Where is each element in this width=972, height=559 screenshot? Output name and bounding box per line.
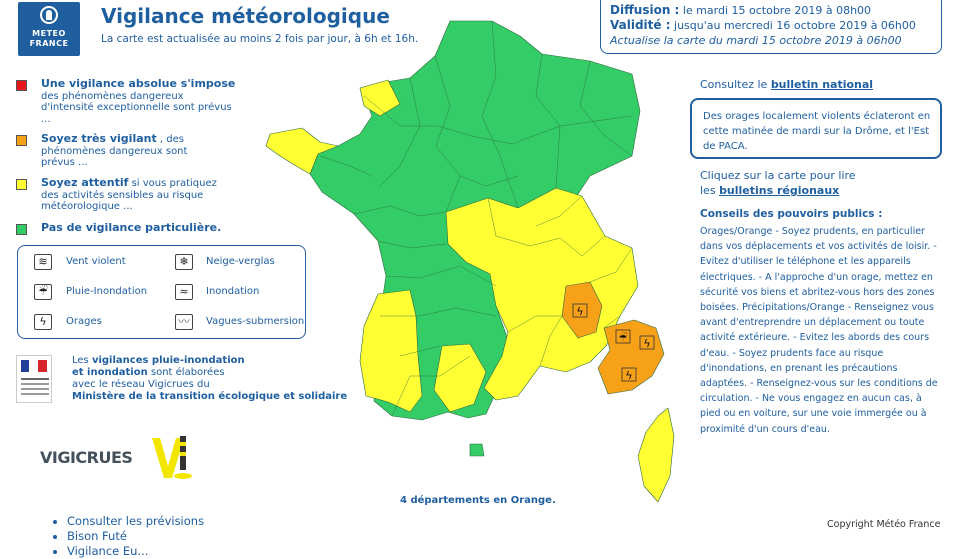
legend-swatch-green <box>16 224 27 235</box>
map-zone-yellow-southwest <box>360 290 422 412</box>
label-inondation: Inondation <box>206 286 260 297</box>
vigi-line3: avec le réseau Vigicrues du <box>72 379 210 390</box>
page-title: Vigilance météorologique <box>101 4 390 28</box>
svg-text:ϟ: ϟ <box>643 337 651 350</box>
flood-icon: ≈ <box>175 284 193 300</box>
vigi-line1-pre: Les <box>72 355 92 366</box>
legend-title-yellow: Soyez attentif <box>41 176 129 189</box>
vigi-line1-bold: vigilances pluie-inondation <box>91 355 245 366</box>
bulletins-regionaux-link[interactable]: bulletins régionaux <box>719 184 840 197</box>
vigilance-map[interactable] <box>260 16 720 506</box>
page-subtitle: La carte est actualisée au moins 2 fois par jour, à 6h et 16h. <box>101 33 419 45</box>
meteo-france-logo[interactable] <box>18 2 80 56</box>
actualise-text: Actualise la carte du mardi 15 octobre 2019 à 06h00 <box>610 34 902 47</box>
consult-pre: Consultez le <box>700 78 771 91</box>
svg-text:ϟ: ϟ <box>625 369 633 382</box>
legend-red <box>16 78 236 125</box>
legend-orange <box>16 133 216 169</box>
map-zone-green-island <box>470 444 484 456</box>
legend-title-orange: Soyez très vigilant <box>41 132 157 145</box>
svg-text:☔: ☔ <box>618 333 628 344</box>
link-bison-fute[interactable]: • Bison Futé <box>67 529 204 544</box>
regio-line1: Cliquez sur la carte pour lire <box>700 169 856 182</box>
legend-text-red: des phénomènes dangereux d'intensité exceptionnelle sont prévus ... <box>41 90 232 125</box>
conseils-text: Orages/Orange - Soyez prudents, en particulier dans vos déplacements et vos activités de loisir. - Evitez d'utiliser le téléphone et les appareils électriques. - A l'approche d'un orage, mettez en sécurité vos biens et abritez-vous hors des zones boisées. Précipitations/Orange - Renseignez vous avant d'entreprendre un déplacement ou toute activité extérieure. - Evitez les abords des cours d'eau. - Soyez prudents face au risque d'inondations, en prenant les précautions adaptées. - Renseignez-vous sur les conditions de circulation. - Ne vous engagez en aucun cas, à pied ou en voiture, sur une voie immergée ou à proximité d'un cours d'eau. <box>700 226 938 435</box>
label-neige: Neige-verglas <box>206 256 275 267</box>
validite-value: jusqu'au mercredi 16 octobre 2019 à 06h00 <box>674 19 916 32</box>
bulletin-national-link[interactable]: bulletin national <box>770 78 874 91</box>
map-summary: 4 départements en Orange. <box>400 495 556 506</box>
footer-links <box>53 514 204 559</box>
wave-icon: 〰 <box>175 314 193 330</box>
vigi-line4: Ministère de la transition écologique et solidaire <box>72 391 348 402</box>
map-zone-yellow-corsica <box>638 408 674 502</box>
logo-glyph-icon <box>40 6 58 24</box>
label-vent: Vent violent <box>66 256 126 267</box>
snowflake-icon: ❄ <box>175 254 193 270</box>
link-vigilance-eu[interactable]: • Vigilance Eu... <box>67 544 204 559</box>
validite-label: Validité : <box>610 18 671 32</box>
diffusion-value: le mardi 15 octobre 2019 à 08h00 <box>682 4 872 17</box>
legend-title-green: Pas de vigilance particulière. <box>41 221 222 234</box>
svg-text:ϟ: ϟ <box>576 305 584 318</box>
legend-text-yellow: si vous pratiquez des activités sensibles au risque météorologique ... <box>41 178 217 212</box>
ministry-logo <box>16 355 52 403</box>
regio-pre: les <box>700 184 720 197</box>
vigi-line2-bold: et inondation <box>72 367 148 378</box>
wind-icon: ≋ <box>34 254 52 270</box>
diffusion-label: Diffusion : <box>610 3 680 17</box>
legend-text-orange: , des phénomènes dangereux sont prévus ... <box>41 134 188 168</box>
label-vagues: Vagues-submersion <box>206 316 305 327</box>
legend-swatch-red <box>16 80 27 91</box>
rain-flood-icon: ☔ <box>34 284 52 300</box>
lightning-icon: ϟ <box>34 314 52 330</box>
legend-swatch-orange <box>16 135 27 146</box>
vigi-line2-rest: sont élaborées <box>147 367 225 378</box>
copyright: Copyright Météo France <box>827 519 941 530</box>
conseils-title: Conseils des pouvoirs publics : <box>700 208 883 220</box>
national-message: Des orages localement violents éclateront en cette matinée de mardi sur la Drôme, et l'Est de PACA. <box>690 98 942 159</box>
label-orages: Orages <box>66 316 102 327</box>
label-pluie: Pluie-Inondation <box>66 286 148 297</box>
consult-national <box>700 78 873 91</box>
legend-yellow <box>16 177 231 213</box>
vi-logo[interactable] <box>150 430 200 482</box>
map-zone-orange-paca <box>598 320 664 394</box>
vigicrues-logo[interactable]: VIGICRUES <box>40 448 133 467</box>
logo-text-1: METEO <box>32 29 66 38</box>
logo-text-2: FRANCE <box>29 39 69 48</box>
regional-bulletins <box>700 168 856 198</box>
legend-swatch-yellow <box>16 179 27 190</box>
legend-green <box>16 222 236 235</box>
link-previsions[interactable]: • Consulter les prévisions <box>67 514 204 529</box>
legend-title-red: Une vigilance absolue s'impose <box>41 77 236 90</box>
